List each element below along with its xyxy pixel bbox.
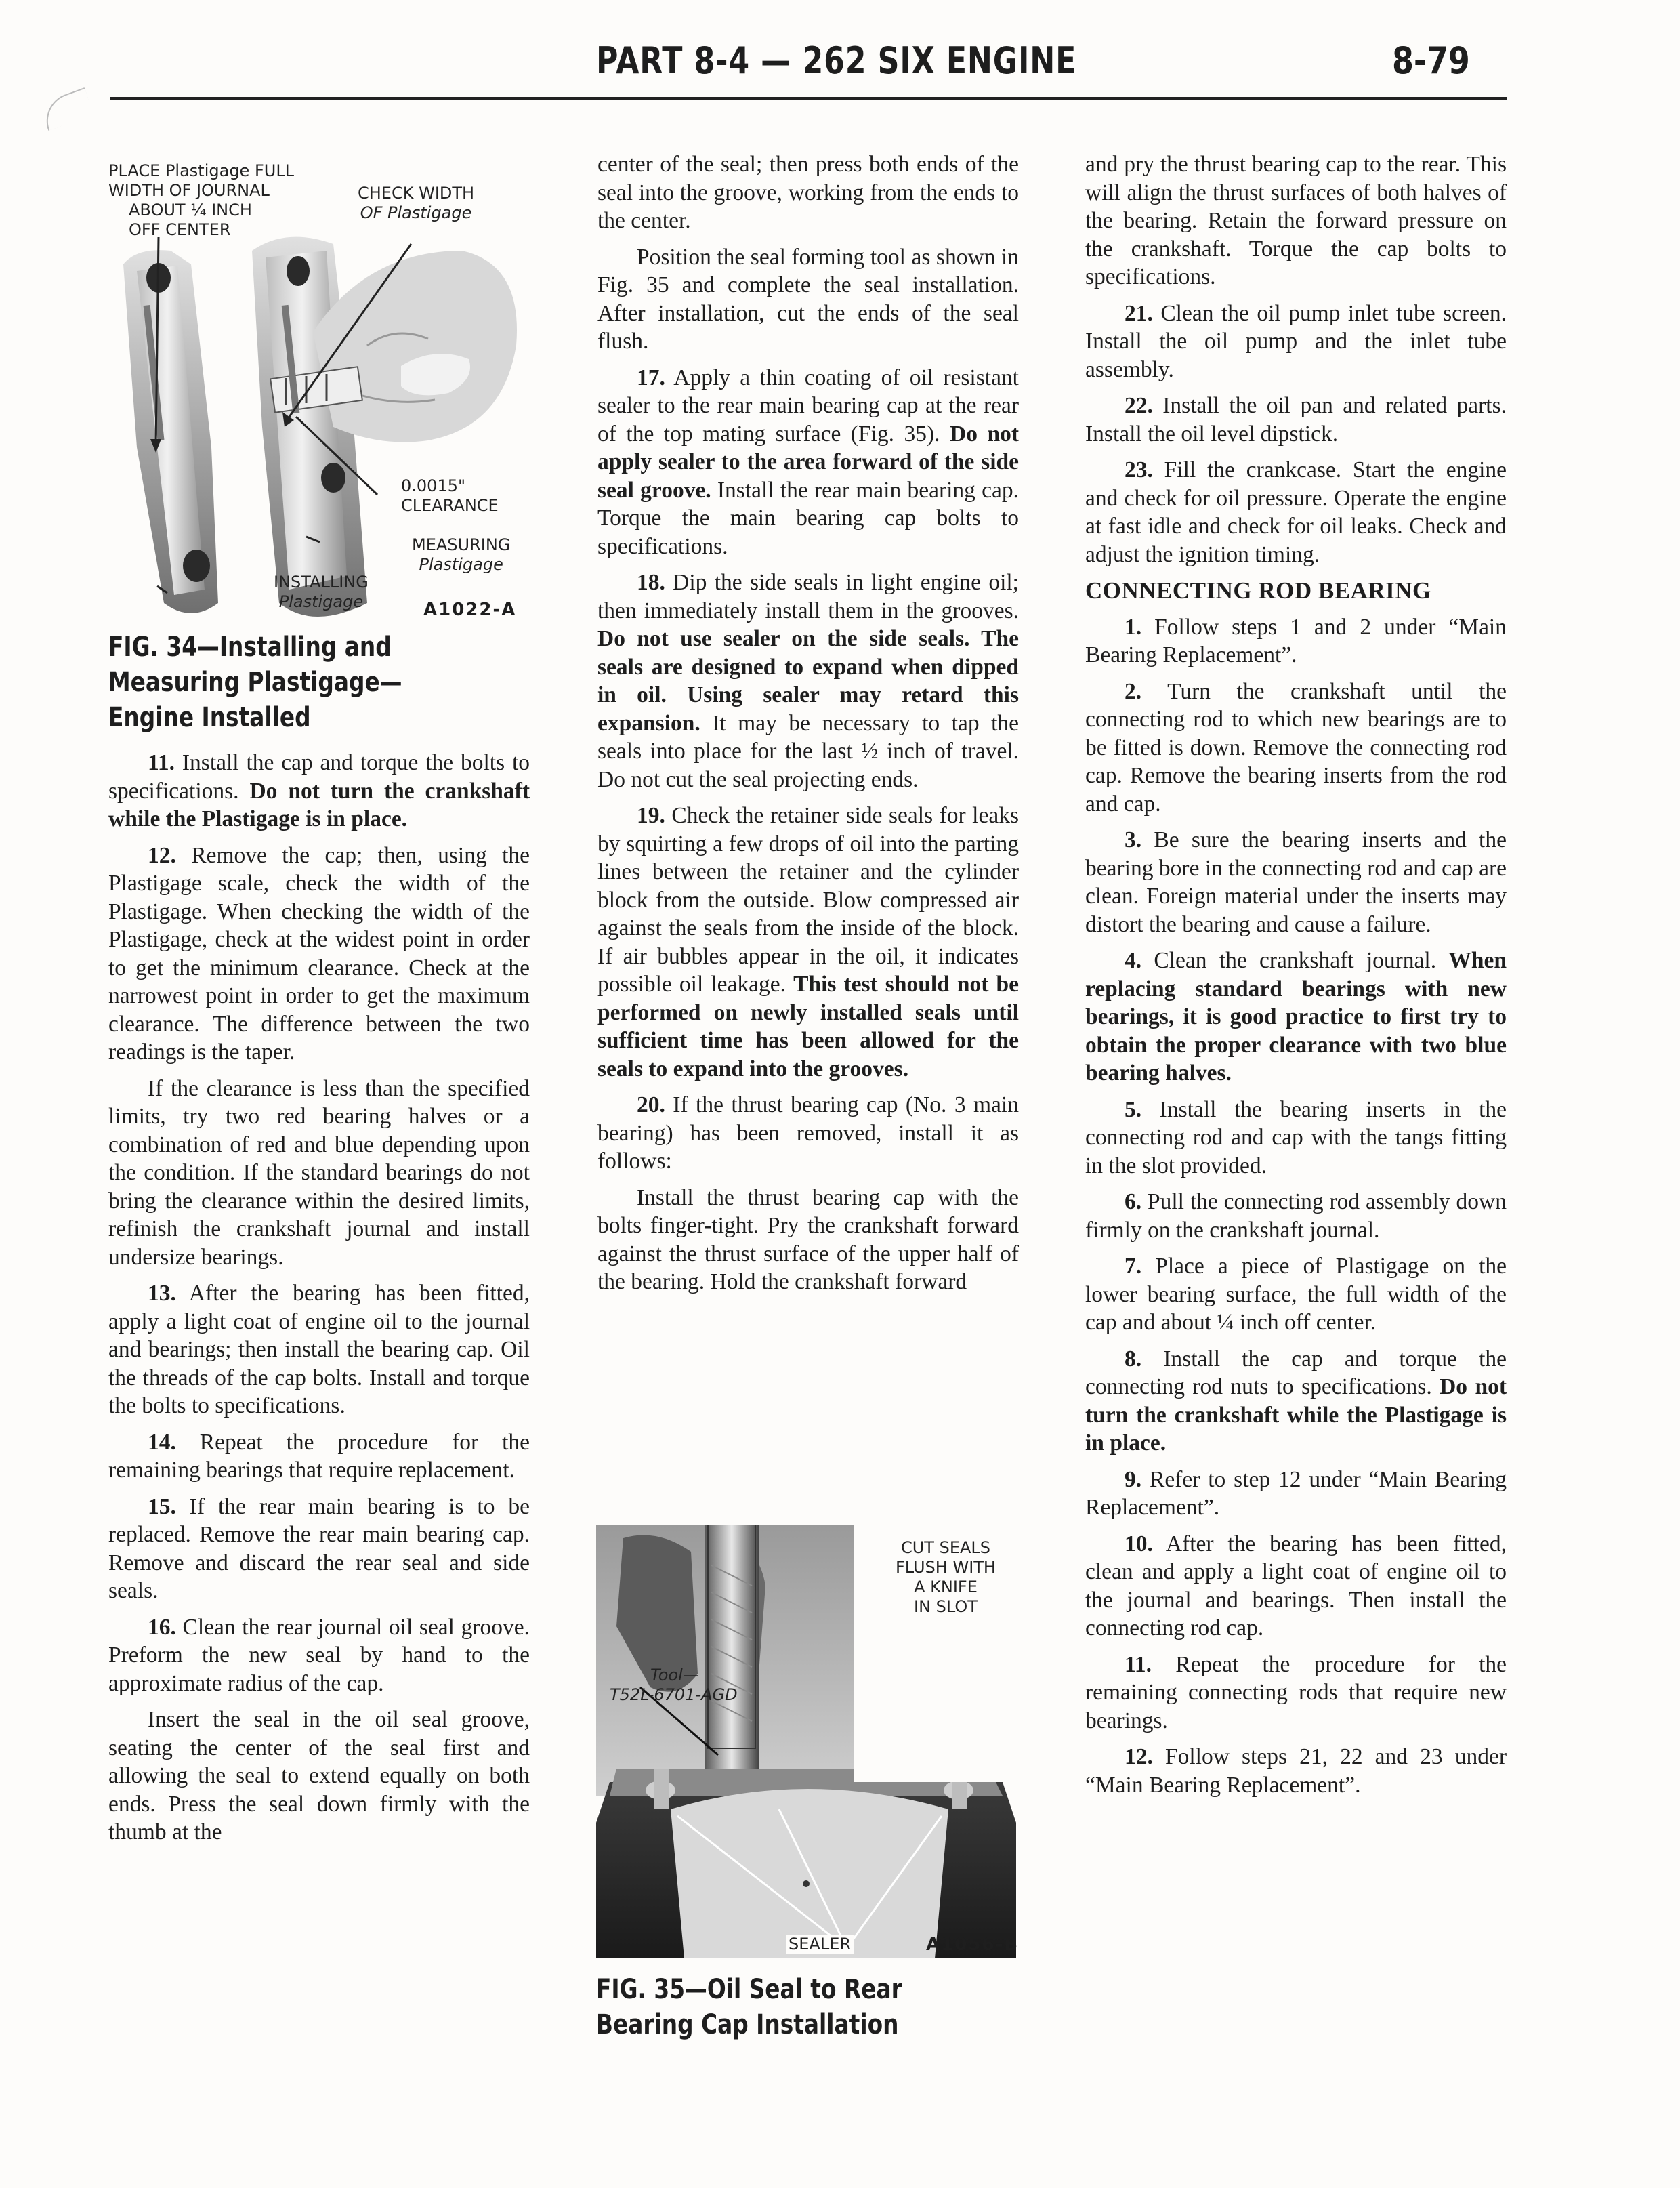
column-1: [108, 749, 530, 1855]
step-21: 21. Clean the oil pump inlet tube screen. Install the oil pump and the inlet tube assembly.: [1085, 300, 1507, 382]
fig35-code: A1056-B: [926, 1935, 1020, 1955]
step-17: 17. Apply a thin coating of oil resistant sealer to the rear main bearing cap at the rear of the top mating surface (Fig. 35). Do not apply sealer to the area forward of the side seal groove. Install the rear main bearing cap. Torque the main bearing cap bolts to specifications.: [597, 365, 1019, 559]
section-heading: CONNECTING ROD BEARING: [1085, 577, 1431, 604]
step-14: 14. Repeat the procedure for the remaining bearings that require replacement.: [108, 1429, 530, 1483]
step-22: 22. Install the oil pan and related parts. Install the oil level dipstick.: [1085, 393, 1507, 447]
fig35-label-tool: Tool— T52L-6701-AGD: [610, 1666, 738, 1704]
column-3: [1085, 150, 1507, 1807]
header-rule: [110, 97, 1507, 100]
col3-continued-text: and pry the thrust bearing cap to the rear. This will align the thrust surfaces of both halves of the bearing. Retain the forward pressure on the crankshaft. Torque the cap bolts to specifications.: [1085, 152, 1507, 289]
rod-step-10: 10. After the bearing has been fitted, clean and apply a light coat of engine oil to the journal and bearings. Then install the connecting rod cap.: [1085, 1531, 1507, 1640]
step-12-continued: If the clearance is less than the specified limits, try two red bearing halves or a combination of red and blue depending upon the condition. If the standard bearings do not bring the clearance within the desired limits, refinish the crankshaft journal and install undersize bearings.: [108, 1075, 530, 1270]
rod-step-1: 1. Follow steps 1 and 2 under “Main Bearing Replacement”.: [1085, 614, 1507, 667]
page-corner-mark: [39, 87, 94, 131]
step-15: 15. If the rear main bearing is to be replaced. Remove the rear main bearing cap. Remove and discard the rear seal and side seals.: [108, 1493, 530, 1603]
col2-continued-text: center of the seal; then press both ends of the seal into the groove, working from the ends to the center.: [597, 152, 1019, 233]
fig34-label-clearance: 0.0015" CLEARANCE: [401, 476, 499, 515]
rod-step-4: 4. Clean the crankshaft journal. When replacing standard bearings with new bearings, it is good practice to first try to obtain the proper clearance with two blue bearing halves.: [1085, 948, 1507, 1086]
rod-step-9: 9. Refer to step 12 under “Main Bearing Replacement”.: [1085, 1466, 1507, 1520]
step-16-continued: Insert the seal in the oil seal groove, seating the center of the seal first and allowing the seal to extend equally on both ends. Press the seal down firmly with the thumb at the: [108, 1707, 530, 1844]
step-12: 12. Remove the cap; then, using the Plastigage scale, check the width of the Plastigage. When checking the width of the Plastigage, check at the widest point in order to get the minimum clearance. Check at the narrowest point in order to get the maximum clearance. The difference between the two readings is the taper.: [108, 842, 530, 1065]
rod-step-3: 3. Be sure the bearing inserts and the bearing bore in the connecting rod and cap are clean. Foreign material under the inserts may distort the bearing and cause a failure.: [1085, 827, 1507, 937]
step-19: 19. Check the retainer side seals for leaks by squirting a few drops of oil into the parting lines between the retainer and the cylinder block from the outside. Blow compressed air against the seals from the inside of the block. If air bubbles appear in the oil, it indicates possible oil leakage. This test should not be performed on newly installed seals until sufficient time has been allowed for the seals to expand into the grooves.: [597, 803, 1019, 1081]
rod-step-6: 6. Pull the connecting rod assembly down firmly on the crankshaft journal.: [1085, 1189, 1507, 1243]
rod-step-11: 11. Repeat the procedure for the remaining connecting rods that require new bearings.: [1085, 1651, 1507, 1733]
fig34-label-check: CHECK WIDTH OF Plastigage: [358, 184, 475, 222]
fig34-label-place: PLACE Plastigage FULL WIDTH OF JOURNAL ABOUT ¼ INCH OFF CENTER: [108, 161, 295, 239]
running-header-title: PART 8-4 — 262 SIX ENGINE: [596, 39, 1077, 82]
column-2: [597, 150, 1019, 1304]
step-16: 16. Clean the rear journal oil seal groove. Preform the new seal by hand to the approximate radius of the cap.: [108, 1614, 530, 1696]
fig35-label-sealer: SEALER: [786, 1935, 854, 1954]
rod-step-8: 8. Install the cap and torque the connecting rod nuts to specifications. Do not turn the crankshaft while the Plastigage is in place.: [1085, 1346, 1507, 1456]
page-number: 8-79: [1392, 39, 1470, 82]
rod-step-5: 5. Install the bearing inserts in the connecting rod and cap with the tangs fitting in the slot provided.: [1085, 1096, 1507, 1178]
step-20: 20. If the thrust bearing cap (No. 3 main bearing) has been removed, install it as follows:: [597, 1092, 1019, 1174]
step-20-continued: Install the thrust bearing cap with the bolts finger-tight. Pry the crankshaft forward against the thrust surface of the upper half of the bearing. Hold the crankshaft forward: [597, 1184, 1019, 1294]
step-11: 11. Install the cap and torque the bolts to specifications. Do not turn the crankshaft while the Plastigage is in place.: [108, 750, 530, 831]
seal-tool-paragraph: Position the seal forming tool as shown in Fig. 35 and complete the seal installation. After installation, cut the ends of the seal flush.: [597, 244, 1019, 354]
fig34-caption: FIG. 34—Installing and Measuring Plastigage— Engine Installed: [108, 632, 402, 733]
fig35-caption: FIG. 35—Oil Seal to Rear Bearing Cap Installation: [596, 1974, 902, 2040]
fig34-label-installing: INSTALLING Plastigage: [274, 573, 369, 611]
step-23: 23. Fill the crankcase. Start the engine and check for oil pressure. Operate the engine at fast idle and check for oil leaks. Check and adjust the ignition timing.: [1085, 457, 1507, 567]
rod-step-7: 7. Place a piece of Plastigage on the lower bearing surface, the full width of the cap and about ¼ inch off center.: [1085, 1254, 1507, 1335]
step-18: 18. Dip the side seals in light engine oil; then immediately install them in the grooves. Do not use sealer on the side seals. The seals are designed to expand when dipped in oil. Using sealer may retard this expansion. It may be necessary to tap the seals into place for the last ½ inch of travel. Do not cut the seal projecting ends.: [597, 570, 1019, 792]
fig34-label-measuring: MEASURING Plastigage: [412, 535, 511, 574]
fig34-code: A1022-A: [423, 600, 517, 620]
rod-step-2: 2. Turn the crankshaft until the connecting rod to which new bearings are to be fitted is down. Remove the connecting rod cap. Remove the bearing inserts from the rod and cap.: [1085, 678, 1507, 817]
step-13: 13. After the bearing has been fitted, apply a light coat of engine oil to the journal and bearings; then install the bearing cap. Oil the threads of the cap bolts. Install and torque the bolts to specifications.: [108, 1281, 530, 1418]
fig35-label-cut: CUT SEALS FLUSH WITH A KNIFE IN SLOT: [896, 1538, 996, 1616]
rod-step-12: 12. Follow steps 21, 22 and 23 under “Main Bearing Replacement”.: [1085, 1744, 1507, 1798]
